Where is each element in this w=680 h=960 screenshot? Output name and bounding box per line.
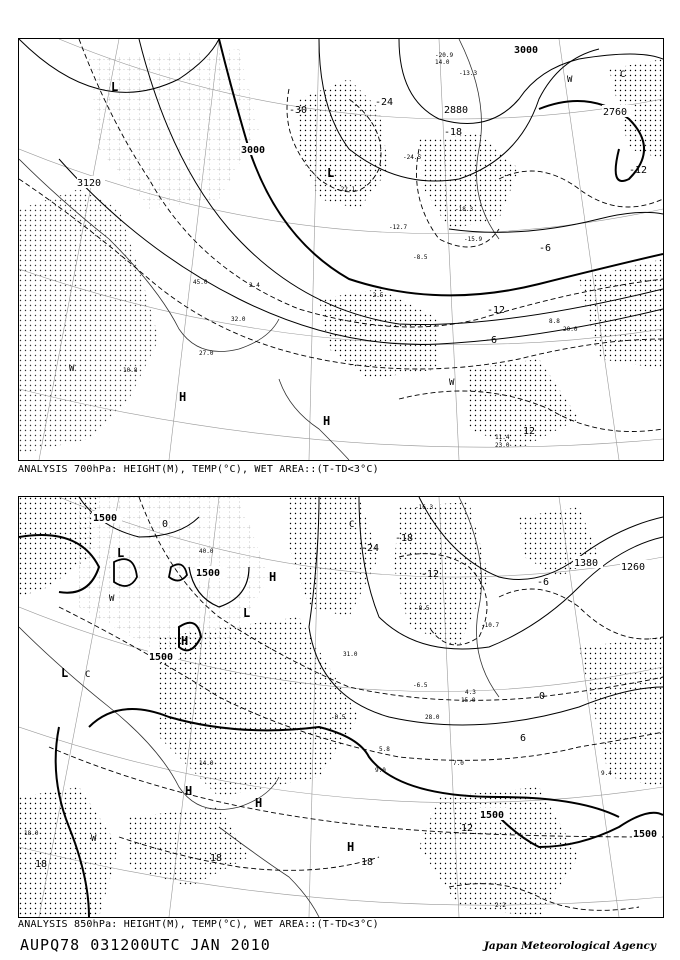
- station-value: 20.0: [563, 326, 578, 333]
- temp-label: -24: [375, 97, 394, 108]
- station-value: 7.0: [453, 760, 464, 767]
- warm-center: W: [109, 594, 115, 604]
- station-value: 32.0: [231, 316, 246, 323]
- station-value: 9.4: [601, 770, 612, 777]
- station-value: -2.5: [369, 292, 384, 299]
- station-value: 28.0: [425, 714, 440, 721]
- warm-center: W: [91, 834, 97, 844]
- station-value: -18.3: [455, 206, 474, 213]
- temp-label: 0: [539, 691, 546, 702]
- wet-areas: [19, 497, 663, 917]
- pressure-center-low: L: [111, 80, 119, 94]
- cold-center: C: [349, 520, 355, 530]
- temp-label: 0: [162, 519, 169, 530]
- station-value: -12.7: [389, 224, 408, 231]
- station-value: 23.0: [495, 442, 510, 449]
- temp-label: 6: [520, 733, 527, 744]
- caption-850hpa: ANALYSIS 850hPa: HEIGHT(M), TEMP(°C), WET AREA::(T-TD<3°C): [18, 919, 379, 930]
- station-value: 8.8: [549, 318, 560, 325]
- pressure-center-high: H: [323, 414, 331, 428]
- temp-label: -18: [395, 533, 414, 544]
- chart-850hpa: [18, 496, 664, 918]
- station-value: 4.3: [465, 689, 476, 696]
- station-value: 14.0: [199, 760, 214, 767]
- station-value: 2.4: [249, 282, 260, 289]
- station-value: 18.0: [24, 830, 39, 837]
- height-label: 3120: [77, 178, 102, 189]
- pressure-center-high: H: [255, 796, 263, 810]
- height-label: 3000: [514, 45, 539, 56]
- height-label: 2880: [444, 105, 469, 116]
- temp-label: -12: [421, 569, 440, 580]
- station-value: -16.3: [415, 504, 434, 511]
- temp-label: -6: [539, 243, 552, 254]
- station-value: 10.8: [123, 367, 138, 374]
- station-value: 31.0: [343, 651, 358, 658]
- station-value: 11.4: [495, 434, 510, 441]
- map-700hpa: [19, 39, 663, 460]
- warm-center: W: [567, 75, 573, 85]
- chart-700hpa: [18, 38, 664, 461]
- station-value: -8.5: [415, 605, 430, 612]
- bulletin-header: AUPQ78 031200UTC JAN 2010: [20, 936, 271, 954]
- map-850hpa: [19, 497, 663, 917]
- temp-label: 18: [361, 857, 374, 868]
- temp-label: 12: [461, 823, 474, 834]
- pressure-center-low: L: [117, 546, 125, 560]
- temp-label: -30: [289, 105, 308, 116]
- height-label: 1500: [149, 652, 174, 663]
- cold-center: C: [620, 70, 626, 80]
- station-value: -22.1: [337, 186, 356, 193]
- temp-label: 18: [35, 859, 48, 870]
- temp-label: 18: [210, 853, 223, 864]
- station-value: -24.5: [403, 154, 422, 161]
- station-value: 40.0: [199, 548, 214, 555]
- height-label: 1500: [480, 810, 505, 821]
- temp-label: 12: [523, 426, 536, 437]
- height-label: 1380: [574, 558, 599, 569]
- height-label: 1500: [196, 568, 221, 579]
- station-value: -20.9: [435, 52, 454, 59]
- warm-center: W: [449, 378, 455, 388]
- pressure-center-low: L: [61, 666, 69, 680]
- station-value: 27.0: [199, 350, 214, 357]
- station-value: 14.0: [435, 59, 450, 66]
- temp-label: -6: [537, 577, 550, 588]
- station-value: -6.5: [413, 682, 428, 689]
- height-label: 1500: [93, 513, 118, 524]
- station-value: 2.2: [495, 902, 506, 909]
- height-label: 1260: [621, 562, 646, 573]
- agency-name: Japan Meteorological Agency: [483, 940, 656, 952]
- pressure-center-high: H: [181, 634, 189, 648]
- pressure-center-high: H: [185, 784, 193, 798]
- pressure-center-low: L: [327, 166, 335, 180]
- pressure-center-high: H: [269, 570, 277, 584]
- height-label: 3000: [241, 145, 266, 156]
- cold-center: C: [85, 670, 91, 680]
- temp-label: -12: [487, 305, 506, 316]
- caption-700hpa: ANALYSIS 700hPa: HEIGHT(M), TEMP(°C), WET AREA::(T-TD<3°C): [18, 464, 379, 475]
- station-value: -8.5: [413, 254, 428, 261]
- temp-label: -24: [361, 543, 380, 554]
- pressure-center-low: L: [243, 606, 251, 620]
- station-value: -0.5: [331, 714, 346, 721]
- station-value: 9.0: [375, 767, 386, 774]
- station-value: -10.7: [481, 622, 500, 629]
- temp-label: -12: [629, 165, 648, 176]
- height-label: 2760: [603, 107, 628, 118]
- station-value: 45.0: [193, 279, 208, 286]
- temp-label: -6: [485, 335, 498, 346]
- pressure-center-high: H: [179, 390, 187, 404]
- temp-label: -18: [444, 127, 463, 138]
- station-value: 5.8: [379, 746, 390, 753]
- pressure-center-high: H: [347, 840, 355, 854]
- height-label: 1500: [633, 829, 658, 840]
- warm-center: W: [69, 364, 75, 374]
- station-value: -15.9: [464, 236, 483, 243]
- station-value: 15.0: [461, 697, 476, 704]
- station-value: -13.3: [459, 70, 478, 77]
